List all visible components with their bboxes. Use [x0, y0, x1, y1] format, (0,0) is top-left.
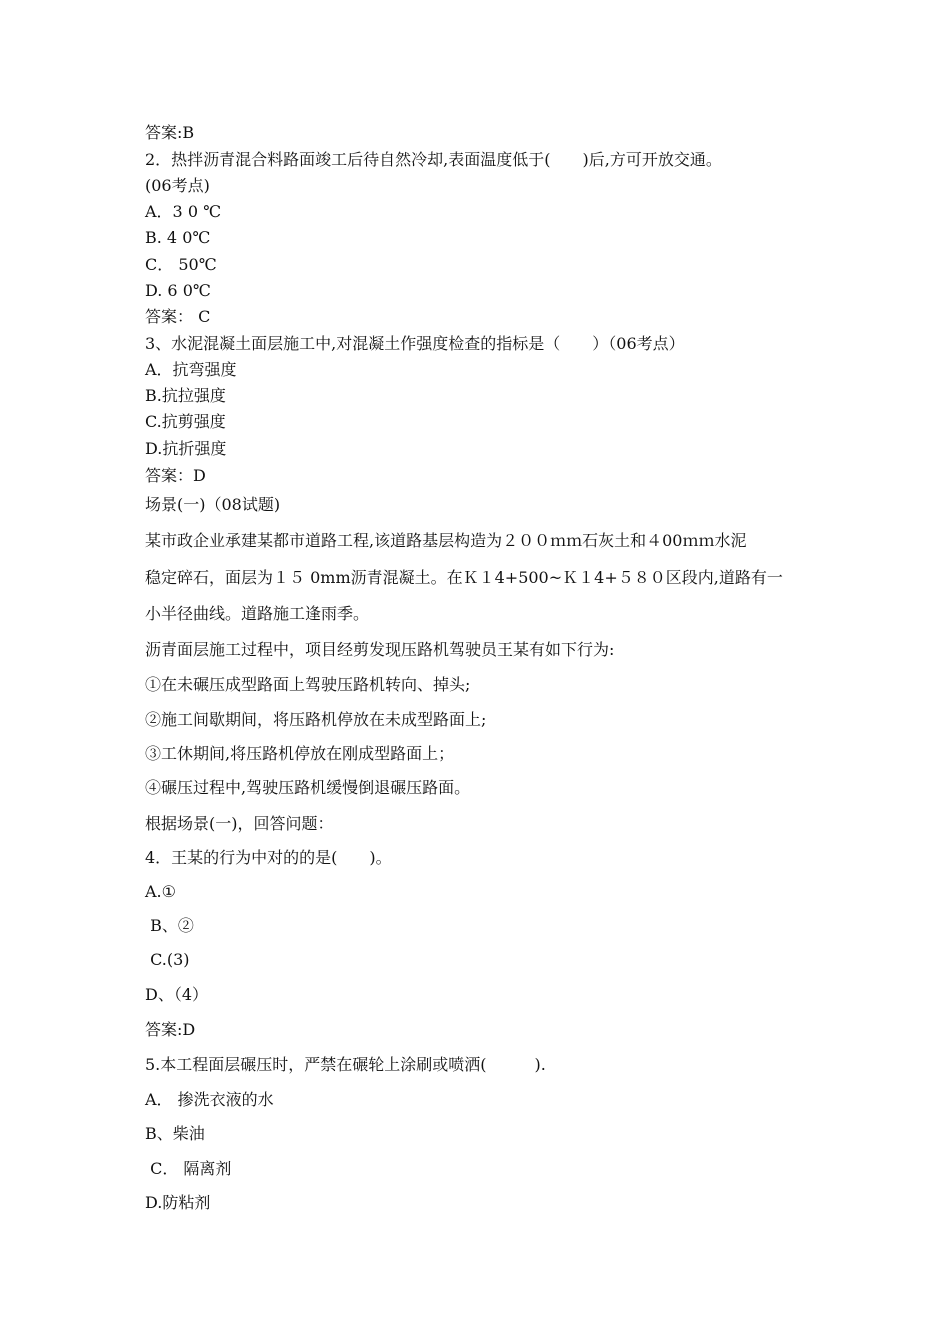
option-a: A．3 0 ℃ [145, 202, 221, 221]
option-c: C． 50℃ [145, 255, 217, 274]
question-4-text: 4．王某的行为中对的的是( )。 [145, 848, 392, 867]
option-a: A．抗弯强度 [145, 360, 237, 379]
option-b: B、柴油 [145, 1124, 205, 1143]
option-a: A.① [145, 882, 176, 901]
option-d: D.抗折强度 [145, 439, 227, 458]
option-b: B. 4 0℃ [145, 228, 211, 247]
question-2-text: 2．热拌沥青混合料路面竣工后待自然冷却,表面温度低于( )后,方可开放交通。 [145, 150, 722, 169]
option-c: C.(3) [145, 950, 190, 969]
scenario-heading: 场景(一)（08试题) [145, 495, 281, 514]
answer-line: 答案： C [145, 307, 211, 326]
behavior-item: ③工休期间,将压路机停放在刚成型路面上； [145, 744, 455, 763]
option-c: C.抗剪强度 [145, 412, 226, 431]
behavior-item: ②施工间歇期间，将压路机停放在未成型路面上; [145, 710, 487, 729]
scenario-paragraph-line: 稳定碎石，面层为１５ 0mm沥青混凝土。在Ｋ１4+500~Ｋ１4+５８０区段内,道路有一 [145, 568, 783, 587]
question-5-text: 5.本工程面层碾压时，严禁在碾轮上涂刷或喷洒( ). [145, 1055, 546, 1074]
answer-line: 答案:B [145, 123, 195, 142]
option-d: D. 6 0℃ [145, 281, 211, 300]
scenario-prompt: 根据场景(一)，回答问题： [145, 814, 334, 833]
scenario-paragraph-line: 小半径曲线。道路施工逢雨季。 [145, 604, 370, 623]
answer-line: 答案:D [145, 1020, 196, 1039]
option-d: D.防粘剂 [145, 1193, 211, 1212]
option-b: B、② [145, 916, 194, 935]
answer-line: 答案：D [145, 466, 206, 485]
scenario-paragraph-line: 某市政企业承建某都市道路工程,该道路基层构造为２００ｍｍ石灰土和４00ｍｍ水泥 [145, 531, 747, 550]
behavior-item: ④碾压过程中,驾驶压路机缓慢倒退碾压路面。 [145, 778, 471, 797]
behavior-item: ①在未碾压成型路面上驾驶压路机转向、掉头; [145, 675, 471, 694]
option-c: C． 隔离剂 [145, 1159, 232, 1178]
scenario-paragraph-line: 沥青面层施工过程中，项目经剪发现压路机驾驶员王某有如下行为: [145, 640, 615, 659]
option-a: A． 掺洗衣液的水 [145, 1090, 274, 1109]
question-2-source: (06考点) [145, 176, 210, 195]
option-b: B.抗拉强度 [145, 386, 226, 405]
option-d: D、（4） [145, 985, 209, 1004]
question-3-text: 3、水泥混凝土面层施工中,对混凝土作强度检查的指标是（ ）（06考点） [145, 334, 685, 353]
